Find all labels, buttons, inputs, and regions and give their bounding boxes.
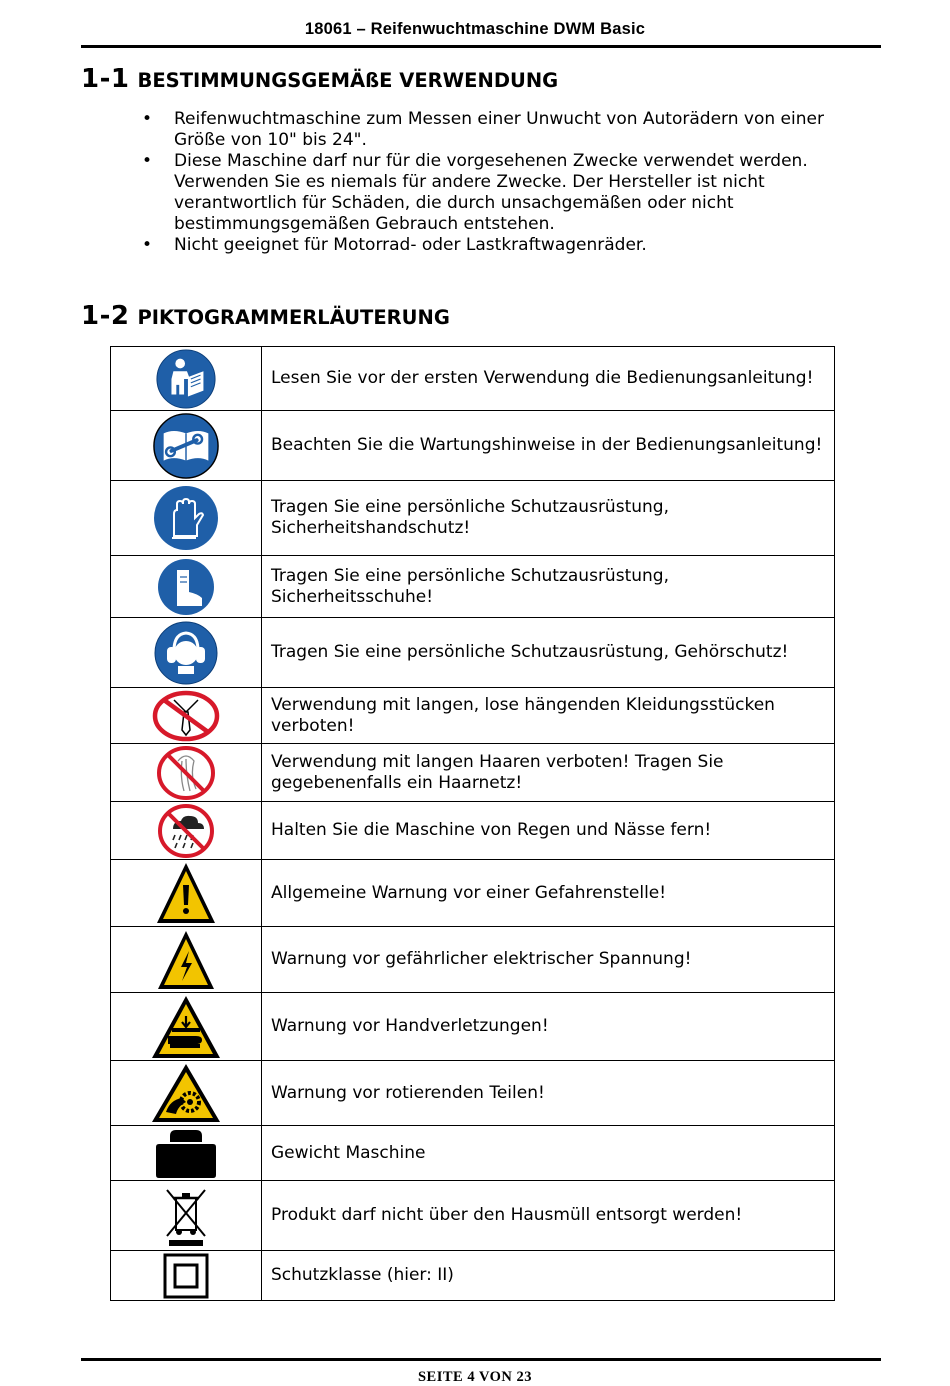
row-description: Warnung vor gefährlicher elektrischer Spannung! (262, 927, 835, 993)
row-description: Tragen Sie eine persönliche Schutzausrüstung, Gehörschutz! (262, 618, 835, 688)
row-description: Verwendung mit langen Haaren verboten! Tragen Sie gegebenenfalls ein Haarnetz! (262, 744, 835, 802)
row-description: Warnung vor rotierenden Teilen! (262, 1061, 835, 1126)
pictogram-table (110, 346, 835, 1301)
icon-cell (111, 744, 262, 802)
no-rain-icon (157, 803, 215, 859)
table-row (111, 1126, 835, 1181)
row-description: Lesen Sie vor der ersten Verwendung die Bedienungsanleitung! (262, 347, 835, 411)
row-description: Allgemeine Warnung vor einer Gefahrenstelle! (262, 860, 835, 927)
page-header: 18061 – Reifenwuchtmaschine DWM Basic (304, 20, 646, 38)
no-long-hair-icon (156, 745, 216, 801)
read-manual-icon (154, 348, 218, 410)
table-row (111, 1251, 835, 1301)
section-1-heading (81, 64, 558, 94)
table-row (111, 347, 835, 411)
row-description: Schutzklasse (hier: II) (262, 1251, 835, 1301)
list-item: • Reifenwuchtmaschine zum Messen einer Unwucht von Autorädern von einer Größe von 10" bis 24". (140, 109, 860, 151)
table-row (111, 688, 835, 744)
icon-cell (111, 1061, 262, 1126)
row-description: Beachten Sie die Wartungshinweise in der Bedienungsanleitung! (262, 411, 835, 481)
row-description: Tragen Sie eine persönliche Schutzausrüstung, Sicherheitsschuhe! (262, 556, 835, 618)
table-row (111, 744, 835, 802)
weee-disposal-icon (161, 1184, 211, 1248)
protection-class-2-icon (162, 1253, 210, 1299)
hand-injury-warning-icon (150, 994, 222, 1060)
row-description: Produkt darf nicht über den Hausmüll entsorgt werden! (262, 1181, 835, 1251)
electrical-voltage-warning-icon (156, 929, 216, 991)
row-description: Gewicht Maschine (262, 1126, 835, 1181)
table-row (111, 411, 835, 481)
icon-cell (111, 993, 262, 1061)
list-item: • Nicht geeignet für Motorrad- oder Lastkraftwagenräder. (140, 235, 860, 256)
footer-rule (81, 1358, 881, 1361)
row-description: Tragen Sie eine persönliche Schutzausrüstung, Sicherheitshandschutz! (262, 481, 835, 556)
section-2-heading (81, 301, 450, 331)
ear-protection-icon (153, 620, 219, 686)
weight-icon (154, 1128, 218, 1178)
icon-cell (111, 556, 262, 618)
icon-cell (111, 860, 262, 927)
safety-gloves-icon (152, 484, 220, 552)
icon-cell (111, 1251, 262, 1301)
table-row (111, 481, 835, 556)
icon-cell (111, 927, 262, 993)
icon-cell (111, 688, 262, 744)
maintenance-manual-icon (151, 412, 221, 480)
row-description: Halten Sie die Maschine von Regen und Nässe fern! (262, 802, 835, 860)
icon-cell (111, 1126, 262, 1181)
icon-cell (111, 481, 262, 556)
table-row (111, 1061, 835, 1126)
safety-boots-icon (156, 557, 216, 617)
list-item: • Diese Maschine darf nur für die vorgesehenen Zwecke verwendet werden. Verwenden Sie es niemals für andere Zwecke. Der Hersteller ist nicht verantwortlich für Schäden, die durch unsachgemäßen oder nicht bestimmungsgemäßen Gebrauch entstehen. (140, 151, 860, 235)
icon-cell (111, 347, 262, 411)
section-1-title: BESTIMMUNGSGEMÄßE VERWENDUNG (137, 69, 559, 92)
table-row (111, 1181, 835, 1251)
no-loose-clothing-icon (152, 690, 220, 742)
table-row (111, 993, 835, 1061)
page-number: SEITE 4 VON 23 (417, 1369, 532, 1385)
table-row (111, 927, 835, 993)
table-row (111, 802, 835, 860)
row-description: Warnung vor Handverletzungen! (262, 993, 835, 1061)
header-rule (81, 45, 881, 48)
table-row (111, 860, 835, 927)
table-row (111, 618, 835, 688)
row-description: Verwendung mit langen, lose hängenden Kleidungsstücken verboten! (262, 688, 835, 744)
table-row (111, 556, 835, 618)
rotating-parts-warning-icon (150, 1062, 222, 1124)
section-2-title: PIKTOGRAMMERLÄUTERUNG (137, 306, 450, 329)
usage-bullet-list (140, 109, 860, 256)
icon-cell (111, 411, 262, 481)
icon-cell (111, 1181, 262, 1251)
icon-cell (111, 802, 262, 860)
icon-cell (111, 618, 262, 688)
general-warning-icon (155, 861, 217, 925)
section-1-number: 1-1 (81, 64, 130, 94)
section-2-number: 1-2 (81, 301, 130, 331)
